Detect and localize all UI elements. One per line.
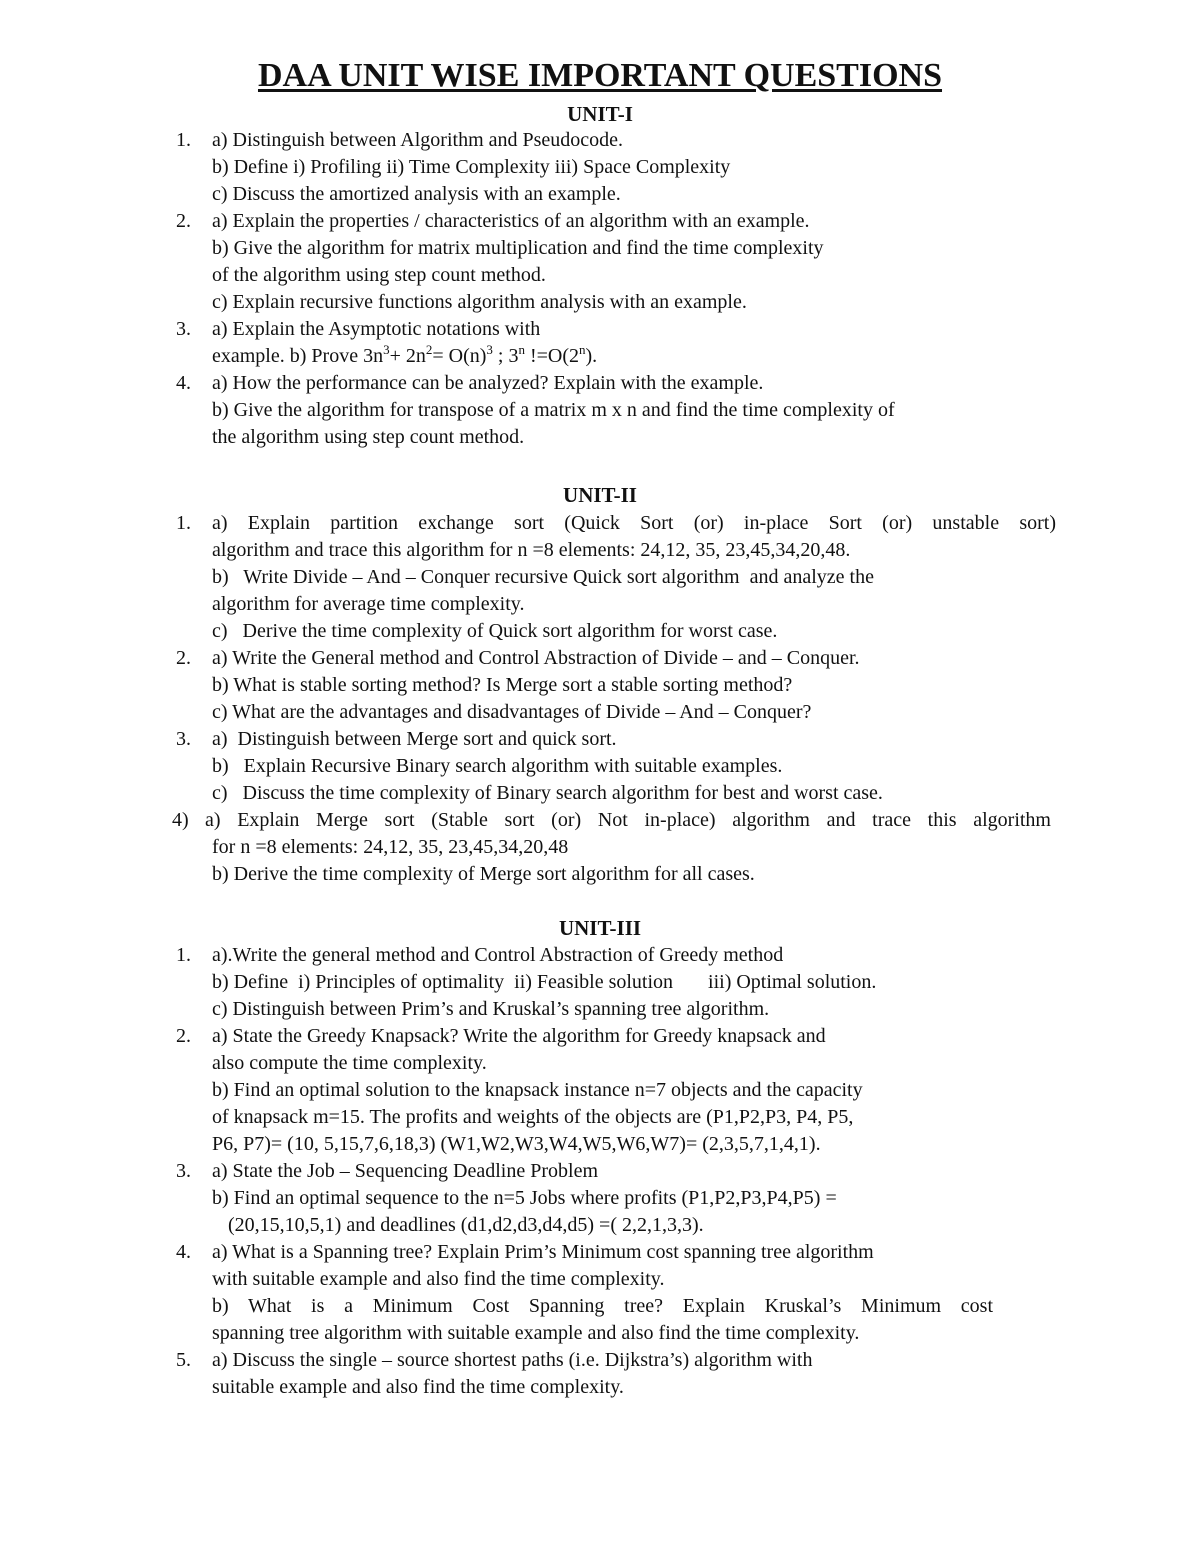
question-text: with suitable example and also find the time complexity. bbox=[212, 1268, 665, 1290]
question-text: for n =8 elements: 24,12, 35, 23,45,34,20,48 bbox=[212, 836, 569, 858]
question-text: a) Explain Merge sort (Stable sort (or) Not in-place) algorithm and trace this algorithm bbox=[205, 809, 1051, 831]
question-text: algorithm for average time complexity. bbox=[212, 593, 525, 615]
question-text: a) Explain partition exchange sort (Quick Sort (or) in-place Sort (or) unstable sort) bbox=[212, 512, 1056, 534]
question-text: P6, P7)= (10, 5,15,7,6,18,3) (W1,W2,W3,W4,W5,W6,W7)= (2,3,5,7,1,4,1). bbox=[212, 1133, 821, 1155]
question-text: b) Find an optimal solution to the knapsack instance n=7 objects and the capacity bbox=[212, 1079, 863, 1101]
question-number: 2. bbox=[176, 210, 191, 232]
question-text: the algorithm using step count method. bbox=[212, 426, 525, 448]
question-text: spanning tree algorithm with suitable example and also find the time complexity. bbox=[212, 1322, 860, 1344]
question-number: 5. bbox=[176, 1349, 191, 1371]
question-text: c) What are the advantages and disadvantages of Divide – And – Conquer? bbox=[212, 701, 812, 723]
question-number: 4. bbox=[176, 1241, 191, 1263]
question-text: c) Discuss the time complexity of Binary search algorithm for best and worst case. bbox=[212, 782, 883, 804]
question-number: 2. bbox=[176, 1025, 191, 1047]
question-text: a) How the performance can be analyzed? Explain with the example. bbox=[212, 372, 764, 394]
question-text: b) What is stable sorting method? Is Merge sort a stable sorting method? bbox=[212, 674, 793, 696]
question-text: b) Give the algorithm for transpose of a matrix m x n and find the time complexity of bbox=[212, 399, 895, 421]
question-text: a) What is a Spanning tree? Explain Prim’s Minimum cost spanning tree algorithm bbox=[212, 1241, 874, 1263]
question-text: a) Explain the Asymptotic notations with bbox=[212, 318, 541, 340]
question-text: a) State the Job – Sequencing Deadline Problem bbox=[212, 1160, 599, 1182]
question-text: also compute the time complexity. bbox=[212, 1052, 487, 1074]
question-text: a) Explain the properties / characteristics of an algorithm with an example. bbox=[212, 210, 810, 232]
unit-3-heading: UNIT-III bbox=[558, 916, 642, 940]
question-text: b) Give the algorithm for matrix multiplication and find the time complexity bbox=[212, 237, 824, 259]
question-number: 1. bbox=[176, 512, 191, 534]
question-text: b) Define i) Principles of optimality ii) Feasible solution iii) Optimal solution. bbox=[212, 971, 877, 993]
question-text: c) Derive the time complexity of Quick sort algorithm for worst case. bbox=[212, 620, 778, 642]
question-text: a) Distinguish between Algorithm and Pseudocode. bbox=[212, 129, 624, 151]
question-text: a) Discuss the single – source shortest paths (i.e. Dijkstra’s) algorithm with bbox=[212, 1349, 813, 1371]
question-text: a) Write the General method and Control Abstraction of Divide – and – Conquer. bbox=[212, 647, 860, 669]
question-text: b) Write Divide – And – Conquer recursive Quick sort algorithm and analyze the bbox=[212, 566, 874, 588]
question-number: 3. bbox=[176, 318, 191, 340]
question-text: of knapsack m=15. The profits and weights of the objects are (P1,P2,P3, P4, P5, bbox=[212, 1106, 854, 1128]
question-text: of the algorithm using step count method. bbox=[212, 264, 546, 286]
question-text: b) Find an optimal sequence to the n=5 Jobs where profits (P1,P2,P3,P4,P5) = bbox=[212, 1187, 837, 1209]
question-number: 3. bbox=[176, 728, 191, 750]
question-text: b) What is a Minimum Cost Spanning tree? Explain Kruskal’s Minimum cost bbox=[212, 1295, 993, 1317]
question-text: c) Discuss the amortized analysis with an example. bbox=[212, 183, 621, 205]
question-text: a) State the Greedy Knapsack? Write the algorithm for Greedy knapsack and bbox=[212, 1025, 826, 1047]
question-text: c) Explain recursive functions algorithm analysis with an example. bbox=[212, 291, 747, 313]
question-number: 3. bbox=[176, 1160, 191, 1182]
question-number: 4) bbox=[172, 809, 189, 831]
question-text: (20,15,10,5,1) and deadlines (d1,d2,d3,d4,d5) =( 2,2,1,3,3). bbox=[228, 1214, 704, 1236]
question-number: 1. bbox=[176, 944, 191, 966]
question-text: b) Derive the time complexity of Merge sort algorithm for all cases. bbox=[212, 863, 755, 885]
question-text: c) Distinguish between Prim’s and Kruskal’s spanning tree algorithm. bbox=[212, 998, 770, 1020]
question-text: b) Define i) Profiling ii) Time Complexity iii) Space Complexity bbox=[212, 156, 731, 178]
question-text: algorithm and trace this algorithm for n =8 elements: 24,12, 35, 23,45,34,20,48. bbox=[212, 539, 851, 561]
question-text: a) Distinguish between Merge sort and quick sort. bbox=[212, 728, 617, 750]
question-number: 4. bbox=[176, 372, 191, 394]
question-text: b) Explain Recursive Binary search algorithm with suitable examples. bbox=[212, 755, 783, 777]
unit-1-heading: UNIT-I bbox=[567, 102, 633, 126]
page-title: DAA UNIT WISE IMPORTANT QUESTIONS bbox=[257, 57, 943, 94]
question-text: suitable example and also find the time complexity. bbox=[212, 1376, 624, 1398]
question-number: 2. bbox=[176, 647, 191, 669]
question-number: 1. bbox=[176, 129, 191, 151]
unit-2-heading: UNIT-II bbox=[563, 483, 637, 507]
question-text-formula: example. b) Prove $3n^3+ 2n^2= O(n)^3$ ; 3$^n$ $!=O(2^n)$. bbox=[212, 342, 598, 367]
question-text: a).Write the general method and Control Abstraction of Greedy method bbox=[212, 944, 784, 966]
